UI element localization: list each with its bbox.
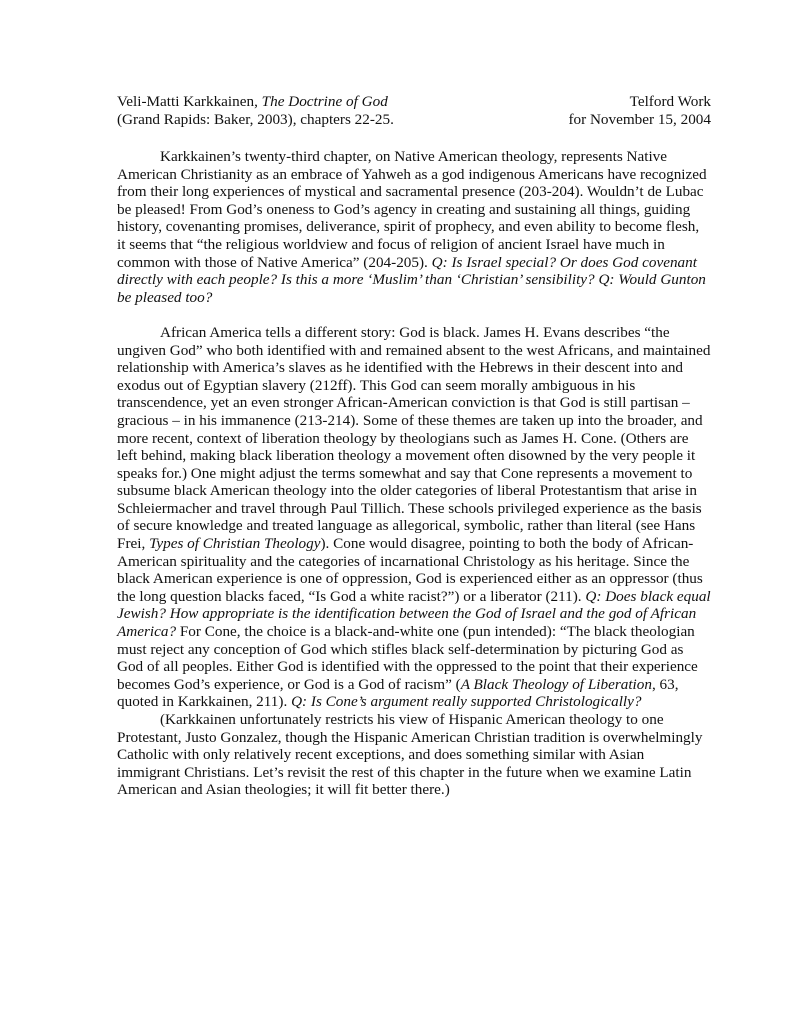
- paragraph-text: , 63, quoted in Karkkainen, 211).: [117, 675, 679, 711]
- citation-line-2: (Grand Rapids: Baker, 2003), chapters 22-25.: [117, 110, 394, 128]
- paragraph-text: (Karkkainen unfortunately restricts his view of Hispanic American theology to one Protestant, Justo Gonzalez, though the Hispanic American Christian tradition is overwhelmingly Catholic with only relatively recent exceptions, and does something similar with Asian immigrant Christians. Let’s revisit the rest of this chapter in the future when we examine Latin American and Asian theologies; it will fit better there.): [117, 711, 703, 799]
- document-body: [117, 148, 711, 799]
- paragraph-text: African America tells a different story: God is black. James H. Evans describes “the ungiven God” who both identified with and remained absent to the west Africans, and maintained relationship with America’s slaves as he identified with the Hebrews in their descent into and exodus out of Egyptian slavery (212ff). This God can seem morally ambiguous in his transcendence, yet an even stronger African-American conviction is that God is still partisan – gracious – in his immanence (213-214). Some of these themes are taken up into the broader, and more recent, context of liberation theology by theologians such as James H. Cone. (Others are left behind, making black liberation theology a movement often disowned by the very people it speaks for.) One might adjust the terms somewhat and say that Cone represents a movement to subsume black American theology into the older categories of liberal Protestantism that arise in Schleiermacher and travel through Paul Tillich. These schools privileged experience as the basis of secure knowledge and treated language as allegorical, symbolic, rather than literal (see Hans Frei,: [117, 323, 711, 553]
- header-row-1: [117, 93, 711, 111]
- question-italic: Q: Is Israel special? Or does God covenant directly with each people? Is this a more ‘Muslim’ than ‘Christian’ sensibility? Q: Would Gunton be pleased too?: [117, 253, 706, 306]
- document-header: [117, 93, 711, 128]
- paragraph-text: Karkkainen’s twenty-third chapter, on Native American theology, represents Native American Christianity as an embrace of Yahweh as a god indigenous Americans have recognized from their long experiences of mystical and sacramental presence (203-204). Wouldn’t de Lubac be pleased! From God’s oneness to God’s agency in creating and sustaining all things, guiding history, covenanting promises, deliverance, spirit of prophecy, and even ability to become flesh, it seems that “the religious worldview and focus of religion of ancient Israel have much in common with those of Native America” (204-205).: [117, 148, 707, 271]
- paragraph-text: For Cone, the choice is a black-and-white one (pun intended): “The black theologian must reject any conception of God which stifles black self-determination by picturing God as God of all peoples. Either God is identified with the oppressed to the point that their experience becomes God’s experience, or God is a God of racism” (: [117, 623, 698, 693]
- paragraph-hispanic-asian: [117, 711, 711, 799]
- paragraph-text: ). Cone would disagree, pointing to both the body of African-American spirituality and the categories of incarnational Christology as his heritage. Since the black American experience is one of oppression, God is experienced either as an oppressor (thus the long question blacks faced, “Is God a white racist?”) or a liberator (211).: [117, 535, 703, 605]
- paragraph-spacer: [117, 306, 711, 324]
- paragraph-african-american: [117, 324, 711, 711]
- paragraph-native-american: [117, 148, 711, 306]
- citation-book-title: The Doctrine of God: [261, 93, 388, 110]
- author-name: Telford Work: [629, 93, 711, 110]
- document-date: for November 15, 2004: [568, 110, 711, 128]
- book-title-italic: Types of Christian Theology: [149, 535, 321, 553]
- citation-line-1: [117, 93, 388, 111]
- question-italic: Q: Is Cone’s argument really supported Christologically?: [291, 693, 642, 711]
- question-italic: Q: Does black equal Jewish? How appropriate is the identification between the God of Israel and the god of African America?: [117, 587, 711, 641]
- citation-author: Veli-Matti Karkkainen,: [117, 93, 262, 110]
- header-row-2: [117, 111, 711, 129]
- book-title-italic: A Black Theology of Liberation: [460, 675, 652, 693]
